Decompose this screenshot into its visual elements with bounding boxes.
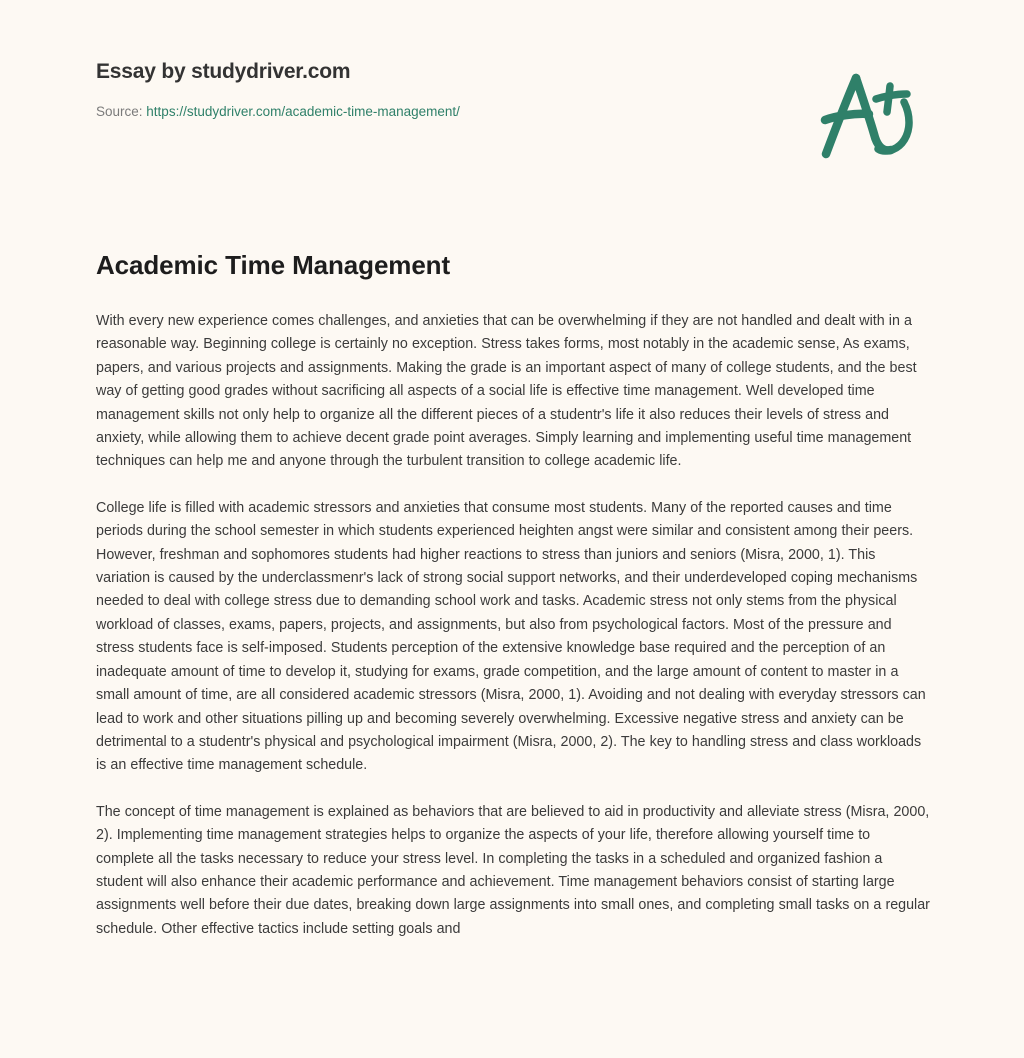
source-url-link[interactable]: https://studydriver.com/academic-time-management/ xyxy=(146,104,460,119)
a-plus-logo-icon xyxy=(812,70,924,164)
paragraph: College life is filled with academic stressors and anxieties that consume most students. Many of the reported causes and time periods during the school semester in which students experienced heighten angst were similar and consistent among their peers. However, freshman and sophomores students had higher reactions to stress than juniors and seniors (Misra, 2000, 1). This variation is caused by the underclassmenr's lack of strong social support networks, and their underdeveloped coping mechanisms needed to deal with college stress due to demanding school work and tasks. Academic stress not only stems from the physical workload of classes, exams, papers, projects, and assignments, but also from psychological factors. Most of the pressure and stress students face is self-imposed. Students perception of the extensive knowledge base required and the perception of an inadequate amount of time to develop it, studying for exams, grade competition, and the large amount of content to master in a small amount of time, are all considered academic stressors (Misra, 2000, 1). Avoiding and not dealing with everyday stressors can lead to work and other situations pilling up and becoming severely overwhelming. Excessive negative stress and anxiety can be detrimental to a studentr's physical and psychological impairment (Misra, 2000, 2). The key to handling stress and class workloads is an effective time management schedule. xyxy=(96,499,926,774)
article xyxy=(96,248,930,941)
a-plus-logo xyxy=(812,70,924,164)
brand-title: Essay by studydriver.com xyxy=(96,60,351,83)
source-line xyxy=(96,103,936,121)
page-title: Academic Time Management xyxy=(96,250,451,280)
source-label: Source: xyxy=(96,104,143,119)
article-body xyxy=(96,310,930,941)
paragraph: With every new experience comes challenges, and anxieties that can be overwhelming if they are not handled and dealt with in a reasonable way. Beginning college is certainly no exception. Stress takes forms, most notably in the academic sense, As exams, papers, and various projects and assignments. Making the grade is an important aspect of many of college students, and the best way of getting good grades without sacrificing all aspects of a social life is effective time management. Well developed time management skills not only help to organize all the different pieces of a studentr's life it also reduces their levels of stress and anxiety, while allowing them to achieve decent grade point averages. Simply learning and implementing useful time management techniques can help me and anyone through the turbulent transition to college academic life. xyxy=(96,313,917,470)
paragraph: The concept of time management is explained as behaviors that are believed to aid in productivity and alleviate stress (Misra, 2000, 2). Implementing time management strategies helps to organize the aspects of your life, therefore allowing yourself time to complete all the tasks necessary to reduce your stress level. In completing the tasks in a scheduled and organized fashion a student will also enhance their academic performance and achievement. Time management behaviors consist of starting large assignments well before their due dates, breaking down large assignments into small ones, and completing small tasks on a regular schedule. Other effective tactics include setting goals and xyxy=(96,803,930,937)
page-header xyxy=(96,58,936,168)
